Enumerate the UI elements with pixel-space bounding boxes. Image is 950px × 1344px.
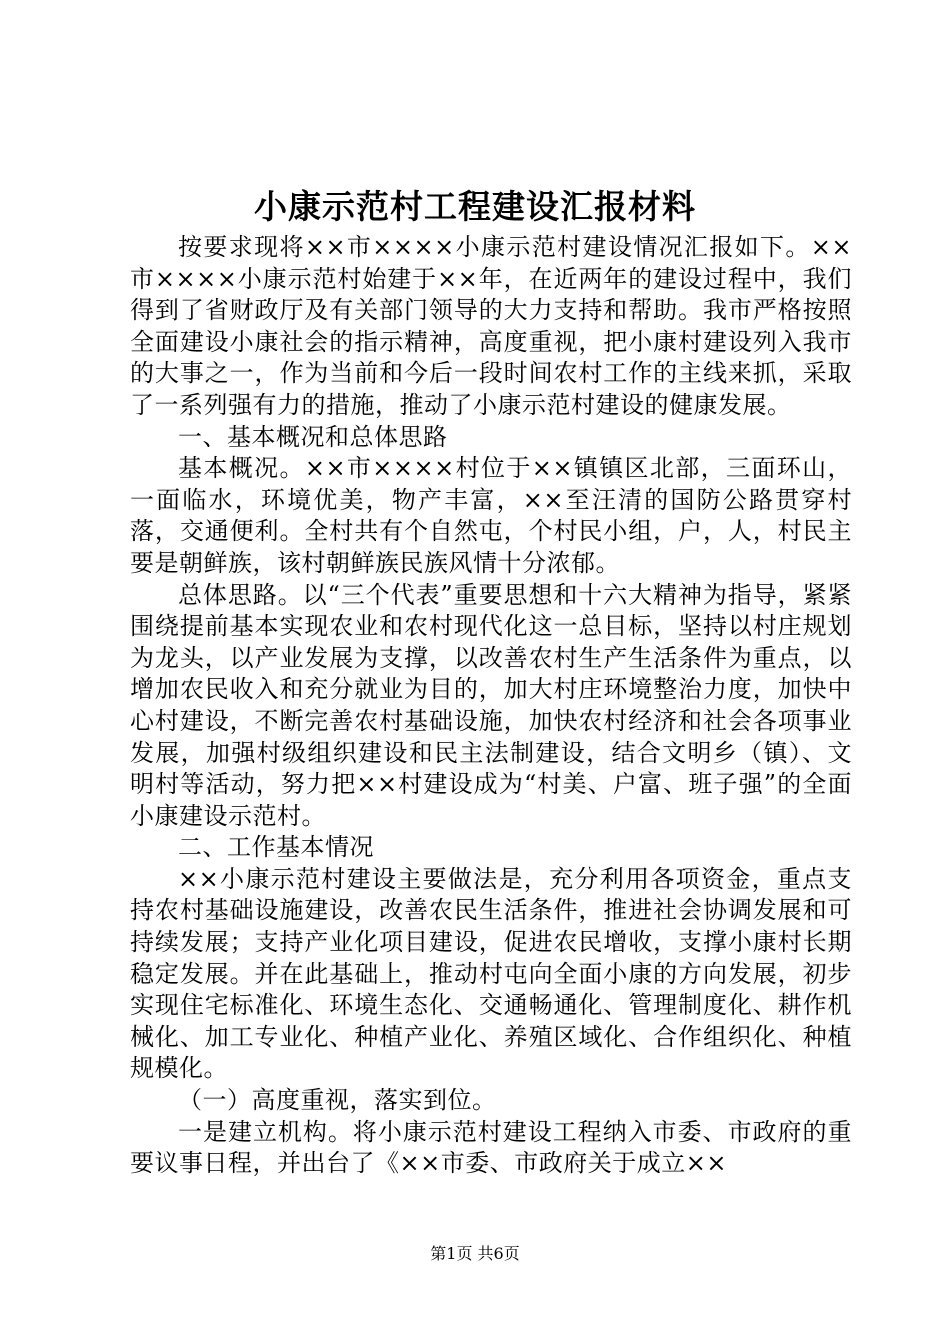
page-number-footer: 第1页 共6页 <box>430 1244 520 1263</box>
subsection-heading-attention: （一）高度重视，落实到位。 <box>178 1086 497 1115</box>
document-title: 小康示范村工程建设汇报材料 <box>254 187 696 226</box>
section-heading-overview: 一、基本概况和总体思路 <box>178 422 448 451</box>
establish-organization-paragraph: 一是建立机构。将小康示范村建设工程纳入市委、市政府的重要议事日程，并出台了《××市委、市政府关于成立×× <box>130 1117 852 1178</box>
section-heading-work-status: 二、工作基本情况 <box>178 833 374 862</box>
main-practices-paragraph: ××小康示范村建设主要做法是，充分利用各项资金，重点支持农村基础设施建设，改善农民生活条件，推进社会协调发展和可持续发展；支持产业化项目建设，促进农民增收，支撑小康村长期稳定发展。并在此基础上，推动村屯向全面小康的方向发展，初步实现住宅标准化、环境生态化、交通畅通化、管理制度化、耕作机械化、加工专业化、种植产业化、养殖区域化、合作组织化、种植规模化。 <box>130 864 852 1083</box>
basic-overview-paragraph: 基本概况。××市××××村位于××镇镇区北部，三面环山，一面临水，环境优美，物产丰富，××至汪清的国防公路贯穿村落，交通便利。全村共有个自然屯，个村民小组，户，人，村民主要是朝鲜族，该村朝鲜族民族风情十分浓郁。 <box>130 454 852 577</box>
intro-paragraph: 按要求现将××市××××小康示范村建设情况汇报如下。××市××××小康示范村始建于××年，在近两年的建设过程中，我们得到了省财政厅及有关部门领导的大力支持和帮助。我市严格按照全面建设小康社会的指示精神，高度重视，把小康村建设列入我市的大事之一，作为当前和今后一段时间农村工作的主线来抓，采取了一系列强有力的措施，推动了小康示范村建设的健康发展。 <box>130 233 852 419</box>
document-body <box>130 232 852 1180</box>
overall-approach-paragraph: 总体思路。以“三个代表”重要思想和十六大精神为指导，紧紧围绕提前基本实现农业和农村现代化这一总目标，坚持以村庄规划为龙头，以产业发展为支撑，以改善农村生产生活条件为重点，以增加农民收入和充分就业为目的，加大村庄环境整治力度，加快中心村建设，不断完善农村基础设施，加快农村经济和社会各项事业发展，加强村级组织建设和民主法制建设，结合文明乡（镇）、文明村等活动，努力把××村建设成为“村美、户富、班子强”的全面小康建设示范村。 <box>130 580 852 830</box>
